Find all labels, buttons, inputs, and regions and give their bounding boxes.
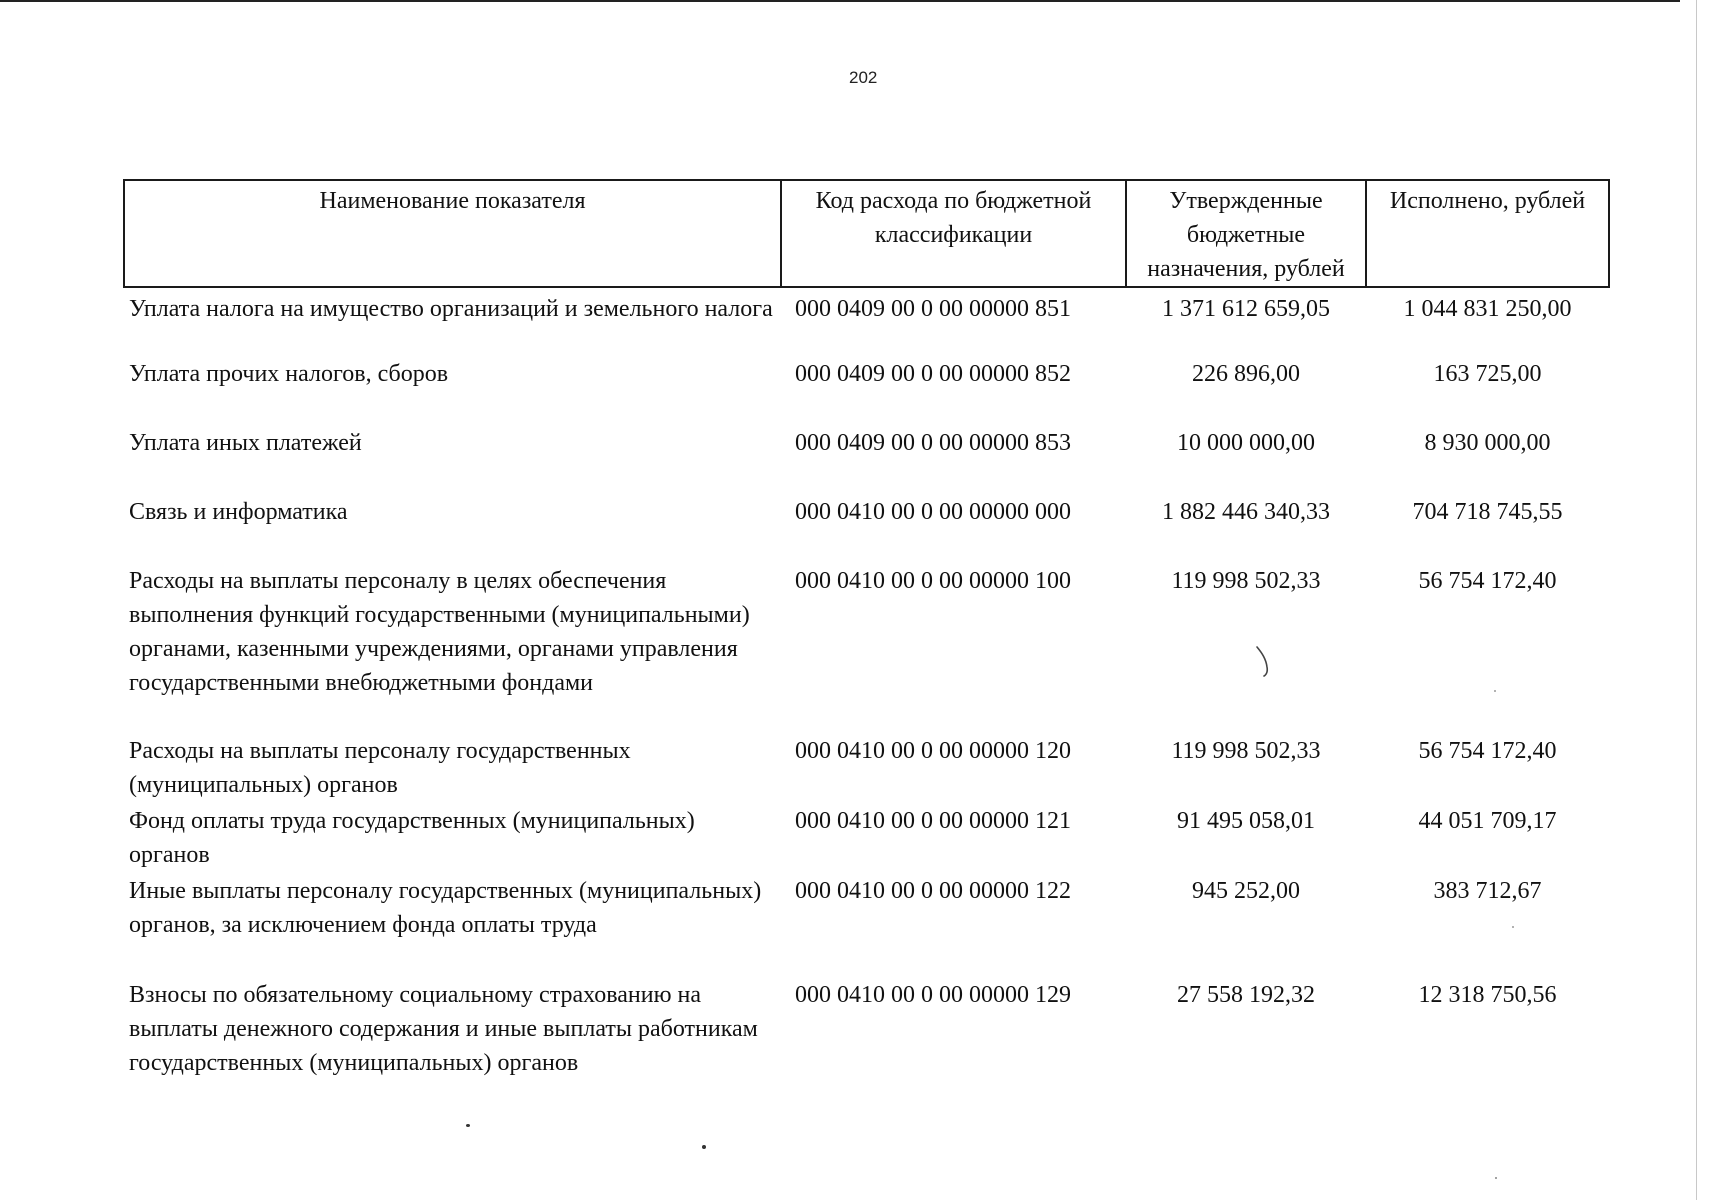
pen-tick-mark (1254, 645, 1274, 679)
row-executed-amount: 56 754 172,40 (1418, 738, 1557, 764)
budget-execution-table (123, 179, 1610, 1114)
row-approved-amount: 945 252,00 (1192, 878, 1300, 904)
header-executed-amount: Исполнено, рублей (1366, 180, 1609, 287)
row-approved-amount: 226 896,00 (1192, 361, 1300, 387)
table-row (124, 355, 1609, 424)
scan-speck (702, 1145, 706, 1149)
row-approved-amount: 119 998 502,33 (1171, 568, 1321, 594)
row-indicator-name: Иные выплаты персоналу государственных (муниципальных) органов, за исключением фонда оплаты труда (129, 878, 762, 938)
page-number: 202 (849, 68, 878, 87)
table-row (124, 424, 1609, 493)
row-budget-code: 000 0410 00 0 00 00000 120 (795, 738, 1071, 764)
row-executed-amount: 1 044 831 250,00 (1403, 296, 1572, 322)
table-header (124, 180, 1609, 287)
row-executed-amount: 8 930 000,00 (1424, 430, 1551, 456)
row-executed-amount: 704 718 745,55 (1412, 499, 1563, 525)
table-row (124, 493, 1609, 562)
scan-speck (1512, 926, 1514, 928)
table-row (124, 287, 1609, 355)
row-budget-code: 000 0410 00 0 00 00000 000 (795, 499, 1071, 525)
table-row (124, 802, 1609, 872)
row-indicator-name: Расходы на выплаты персоналу в целях обеспечения выполнения функций государственными (муниципальными) органами, казенными учреждениями, органами управления государственными внебюджетными фондами (129, 568, 750, 696)
header-approved-amount: Утвержденные бюджетные назначения, рублей (1126, 180, 1366, 287)
row-executed-amount: 383 712,67 (1433, 878, 1542, 904)
row-indicator-name: Фонд оплаты труда государственных (муниципальных) органов (129, 808, 695, 868)
row-indicator-name: Взносы по обязательному социальному страхованию на выплаты денежного содержания и иные выплаты работникам государственных (муниципальных) органов (129, 982, 758, 1076)
table-row (124, 732, 1609, 802)
row-approved-amount: 119 998 502,33 (1171, 738, 1321, 764)
scan-right-edge (1696, 0, 1697, 1200)
scan-speck (1495, 1177, 1497, 1179)
table-body (124, 287, 1609, 1114)
row-budget-code: 000 0409 00 0 00 00000 851 (795, 296, 1071, 322)
row-budget-code: 000 0410 00 0 00 00000 122 (795, 878, 1071, 904)
scan-speck (1494, 690, 1496, 692)
header-indicator-name: Наименование показателя (124, 180, 781, 287)
row-approved-amount: 1 371 612 659,05 (1162, 296, 1330, 322)
table-row (124, 976, 1609, 1114)
row-budget-code: 000 0410 00 0 00 00000 100 (795, 568, 1071, 594)
row-budget-code: 000 0410 00 0 00 00000 129 (795, 982, 1071, 1008)
row-budget-code: 000 0409 00 0 00 00000 852 (795, 361, 1071, 387)
header-budget-code: Код расхода по бюджетной классификации (781, 180, 1126, 287)
row-indicator-name: Связь и информатика (129, 499, 348, 525)
table-row (124, 872, 1609, 976)
row-executed-amount: 163 725,00 (1433, 361, 1542, 387)
row-indicator-name: Уплата прочих налогов, сборов (129, 361, 449, 387)
header-row (124, 180, 1609, 287)
scan-top-rule (0, 0, 1680, 2)
scan-speck (466, 1124, 470, 1127)
row-executed-amount: 12 318 750,56 (1418, 982, 1557, 1008)
row-approved-amount: 91 495 058,01 (1177, 808, 1315, 834)
row-executed-amount: 56 754 172,40 (1418, 568, 1557, 594)
row-budget-code: 000 0410 00 0 00 00000 121 (795, 808, 1071, 834)
row-executed-amount: 44 051 709,17 (1418, 808, 1557, 834)
row-indicator-name: Уплата иных платежей (129, 430, 362, 456)
row-indicator-name: Уплата налога на имущество организаций и земельного налога (129, 296, 773, 322)
row-indicator-name: Расходы на выплаты персоналу государственных (муниципальных) органов (129, 738, 631, 798)
row-budget-code: 000 0409 00 0 00 00000 853 (795, 430, 1071, 456)
table-row (124, 562, 1609, 732)
row-approved-amount: 1 882 446 340,33 (1162, 499, 1330, 525)
row-approved-amount: 27 558 192,32 (1177, 982, 1315, 1008)
row-approved-amount: 10 000 000,00 (1177, 430, 1315, 456)
